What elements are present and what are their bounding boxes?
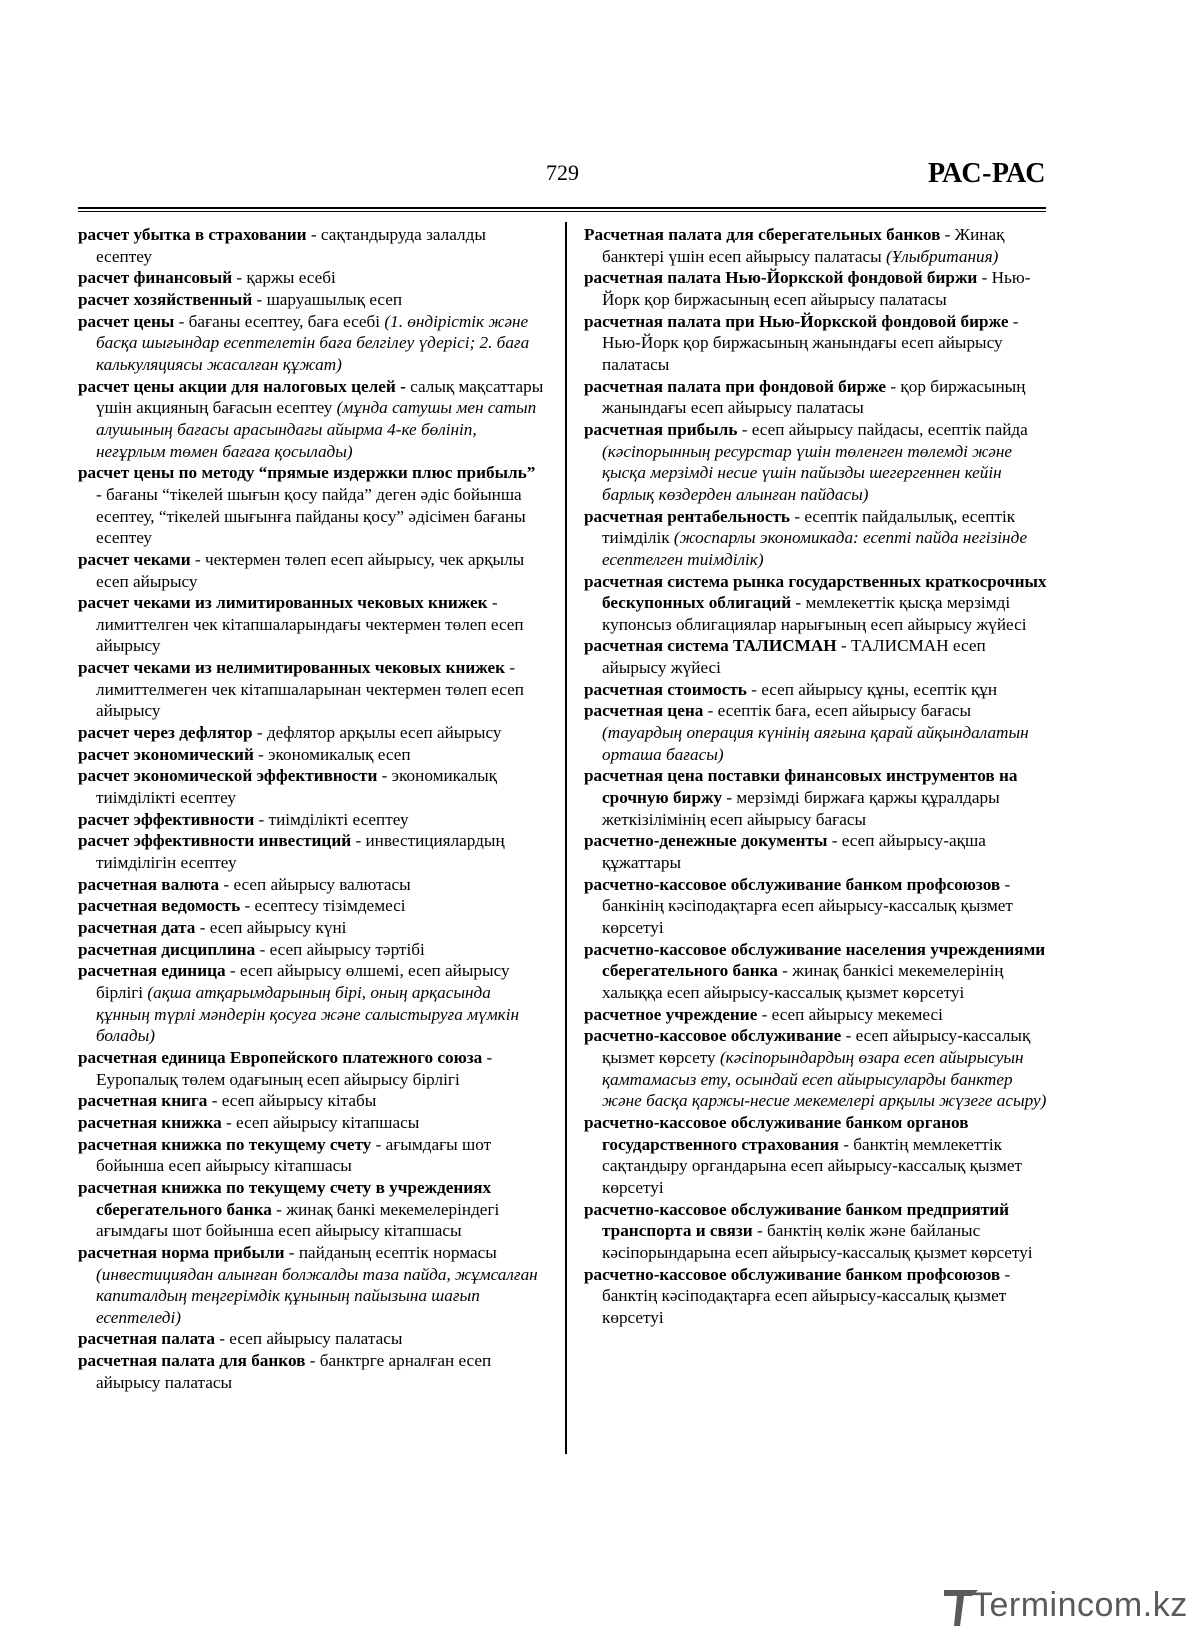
entry-headword: расчетная ведомость [78,896,241,916]
entry-headword: расчет через дефлятор [78,723,253,743]
entry-translation: - дефлятор арқылы есеп айырысу [252,723,502,743]
dictionary-entry [78,960,544,1047]
entry-translation: - Жинақ банктері үшін есеп айырысу палатасы [602,225,1005,266]
entry-translation: - Нью-Йорк қор биржасының есеп айырысу палатасы [602,268,1031,309]
entry-headword: расчетная дата [78,918,196,937]
dictionary-entry [78,289,544,311]
entry-note: (ақша атқарымдарының бірі, оның арқасында құнның түрлі мәндерін қосуға және салыстыруға мүмкін болады) [96,982,520,1046]
entry-translation: - чектермен төлеп есеп айырысу, чек арқылы есеп айырысу [96,549,525,591]
entry-translation: - шаруашылық есеп [252,289,403,309]
dictionary-entry [78,765,544,808]
entry-translation: - есеп айырысу валютасы [219,874,411,894]
dictionary-entry [78,722,544,744]
entry-headword: расчетная цена поставки финансовых инструментов на срочную биржу [584,766,1018,808]
dictionary-entry [584,874,1047,939]
dictionary-entry [78,939,544,961]
entry-headword: расчетная система рынка государственных краткосрочных бескупонных облигаций [584,571,1047,613]
entry-translation: - тиімділікті есептеу [254,809,409,829]
entry-headword: расчетная палата Нью-Йоркской фондовой биржи [584,268,978,288]
header-rule [78,207,1046,209]
entry-translation: - есеп айырысу тәртібі [255,939,425,959]
entry-headword: расчетная книжка [78,1112,222,1132]
entry-translation: - есеп айырысу пайдасы, есептік пайда [737,419,1028,439]
dictionary-entry [584,224,1047,267]
entry-translation: - банкінің кәсіподақтарға есеп айырысу-кассалық қызмет көрсетуі [602,874,1013,937]
dictionary-entry [584,635,1047,678]
entry-translation: салық мақсаттары үшін акцияның бағасын есептеу [96,376,544,418]
dictionary-entry [584,419,1047,506]
entry-translation: - лимиттелген чек кітапшаларындағы чектермен төлеп есеп айырысу [96,593,524,656]
entry-translation: - мемлекеттік қысқа мерзімді купонсыз облигациялар нарығының есеп айырысу жүйесі [602,593,1027,634]
dictionary-entry [584,765,1047,830]
entry-translation: - жинақ банкі мекемелеріндегі ағымдағы шот бойынша есеп айырысу кітапшасы [96,1199,500,1241]
entry-headword: расчет убытка в страховании [78,225,307,244]
dictionary-entry [78,376,544,463]
dictionary-entry [78,830,544,873]
entry-note: (тауардың операция күнінің аяғына қарай айқындалатын орташа бағасы) [602,723,1029,764]
entry-translation: - есеп айырысу өлшемі, есеп айырысу бірлігі [96,961,510,1002]
dictionary-entry [78,1328,544,1350]
entry-note: (жоспарлы экономикада: есепті пайда негізінде есептелген тиімділік) [602,528,1028,569]
dictionary-entry [584,939,1047,1004]
dictionary-entry [584,1025,1047,1112]
entry-headword: расчет цены по методу “прямые издержки плюс прибыль” [78,463,536,483]
right-column [584,224,1047,1328]
dictionary-entry [78,1090,544,1112]
dictionary-entry [78,1112,544,1134]
dictionary-entry [584,1112,1047,1199]
dictionary-entry [78,1350,544,1393]
entry-translation: - есеп айырысу кітабы [207,1091,377,1111]
entry-translation: - ТАЛИСМАН есеп айырысу жүйесі [602,636,986,678]
dictionary-entry [584,311,1047,376]
entry-translation: - банктің көлік және байланыс кәсіпорындарына есеп айырысу-кассалық қызмет көрсетуі [602,1221,1033,1262]
entry-headword: расчетное учреждение [584,1004,758,1024]
entry-translation: - банктің мемлекеттік сақтандыру органдарына есеп айырысу-кассалық қызмет көрсетуі [602,1134,1023,1197]
entry-translation: - Нью-Йорк қор биржасының жанындағы есеп айырысу палатасы [602,311,1019,374]
entry-translation: - есептік баға, есеп айырысу бағасы [703,701,972,721]
dictionary-entry [78,1134,544,1177]
entry-headword: расчетно-кассовое обслуживание населения учреждениями сберегательного банка [584,939,1046,981]
dictionary-entry [78,657,544,722]
entry-headword: расчетная единица [78,961,226,981]
entry-translation: - пайданың есептік нормасы [284,1242,497,1262]
entry-headword: расчетная валюта [78,874,220,894]
entry-translation: - есеп айырысу-ақша құжаттары [602,831,986,873]
entry-headword: расчет эффективности [78,809,255,829]
dictionary-entry [78,744,544,766]
entry-headword: расчет хозяйственный [78,289,253,309]
dictionary-entry [584,830,1047,873]
dictionary-entry [78,224,544,267]
entry-headword: расчетная книга [78,1091,208,1111]
entry-headword: Расчетная палата для сберегательных банков [584,225,941,244]
entry-note: (Ұлыбритания) [886,246,999,266]
dictionary-entry [584,506,1047,571]
dictionary-entry [78,1047,544,1090]
termincom-logo [942,1584,1188,1632]
dictionary-entry [78,1242,544,1329]
entry-headword: расчетная книжка по текущему счету [78,1134,372,1154]
entry-translation: - есеп айырысу құны, есептік құн [746,679,998,699]
entry-translation: - есептік пайдалылық, есептік тиімділік [602,506,1016,548]
entry-headword: расчет экономической эффективности [78,766,378,786]
entry-headword: расчет финансовый [78,268,233,288]
entry-translation: - есеп айырысу кітапшасы [221,1112,420,1132]
entry-headword: расчетная дисциплина [78,939,256,959]
entry-note: (кәсіпорындардың өзара есеп айырысуын қамтамасыз ету, осындай есеп айырысуларды банктер және басқа қаржы-несие мекемелері арқылы жүзеге асыру) [602,1047,1047,1111]
entry-headword: расчет чеками из лимитированных чековых книжек [78,593,488,613]
entry-headword: расчет экономический [78,744,254,764]
entry-note: (инвестициядан алынған болжалды таза пайда, жұмсалған капиталдың теңгерімдік құнының пайызына шағып есептеледі) [96,1264,538,1327]
entry-headword: расчетная единица Европейского платежного союза [78,1047,483,1067]
entry-headword: расчет эффективности инвестиций [78,831,352,851]
running-head: РАС-РАС [928,158,1046,189]
entry-translation: - қаржы есебі [232,268,336,288]
entry-translation: - лимиттелмеген чек кітапшаларынан чектермен төлеп есеп айырысу [96,658,524,721]
column-divider [565,222,567,1454]
entry-headword: расчетно-кассовое обслуживание [584,1026,842,1046]
dictionary-entry [584,267,1047,310]
entry-headword: расчет цены акции для налоговых целей - [78,376,406,396]
entry-translation: - сақтандыруда залалды есептеу [96,225,486,266]
entry-translation: - банктің кәсіподақтарға есеп айырысу-кассалық қызмет көрсетуі [602,1264,1011,1327]
entry-translation: - экономикалық есеп [253,744,411,764]
entry-headword: расчетная палата при Нью-Йоркской фондовой бирже [584,311,1009,331]
entry-translation: - ағымдағы шот бойынша есеп айырысу кітапшасы [96,1134,492,1176]
dictionary-entry [584,1264,1047,1329]
dictionary-entry [78,895,544,917]
dictionary-entry [584,571,1047,636]
entry-headword: расчет чеками [78,549,191,569]
dictionary-entry [78,267,544,289]
logo-wordmark: Termincom.kz [972,1586,1188,1624]
entry-note: (мұнда сатушы мен сатып алушының бағасы арасындағы айырма 4-ке бөлініп, неғұрлым төмен бағаға қосылады) [96,398,537,461]
entry-translation: - қор биржасының жанындағы есеп айырысу палатасы [602,376,1026,418]
entry-translation: - бағаны есептеу, баға есебі [174,311,385,331]
dictionary-entry [78,592,544,657]
entry-headword: расчетно-кассовое обслуживание банком предприятий транспорта и связи [584,1199,1010,1241]
entry-translation: - есеп айырысу мекемесі [757,1004,943,1024]
dictionary-entry [78,1177,544,1242]
entry-headword: расчетно-кассовое обслуживание банком профсоюзов [584,1264,1001,1284]
entry-headword: расчетная система ТАЛИСМАН [584,636,837,656]
entry-headword: расчетная прибыль [584,419,738,439]
entry-translation: - инвестициялардың тиімділігін есептеу [96,831,505,873]
page-number: 729 [546,160,579,185]
dictionary-entry [78,874,544,896]
entry-headword: расчетная палата [78,1329,215,1349]
entry-translation: - есеп айырысу күні [195,918,347,937]
entry-headword: расчетная норма прибыли [78,1242,285,1262]
entry-translation: - есептесу тізімдемесі [240,896,406,916]
entry-headword: расчетная рентабельность [584,506,791,526]
entry-headword: расчетно-денежные документы [584,831,828,851]
entry-headword: расчетная стоимость [584,679,747,699]
dictionary-entry [584,1199,1047,1264]
dictionary-entry [78,917,544,939]
left-column [78,224,544,1393]
entry-translation: - есеп айырысу-кассалық қызмет көрсету [602,1026,1031,1067]
entry-headword: расчетная палата для банков [78,1351,306,1371]
entry-headword: расчетная книжка по текущему счету в учреждениях сберегательного банка [78,1177,492,1219]
entry-translation: - экономикалық тиімділікті есептеу [96,766,498,808]
entry-translation: - есеп айырысу палатасы [214,1329,403,1349]
entry-headword: расчетно-кассовое обслуживание банком органов государственного страхования [584,1112,969,1154]
entry-translation: - банктрге арналған есеп айырысу палатасы [96,1351,492,1392]
entry-headword: расчетно-кассовое обслуживание банком профсоюзов [584,874,1001,894]
entry-headword: расчет чеками из нелимитированных чековых книжек [78,658,506,678]
dictionary-entry [78,462,544,549]
dictionary-entry [78,809,544,831]
dictionary-entry [584,1004,1047,1026]
dictionary-entry [78,549,544,592]
header-rule-thin [78,211,1046,212]
dictionary-entry [584,700,1047,765]
dictionary-entry [584,376,1047,419]
entry-note: (кәсіпорынның ресурстар үшін төленген төлемді және қысқа мерзімді несие үшін пайызды шегергеннен кейін барлық көздерден алынған пайдасы) [602,441,1013,504]
entry-note: (1. өндірістік және басқа шығындар есептелетін баға белгілеу үдерісі; 2. баға калькуляциясы жасалған құжат) [96,311,530,374]
dictionary-entry [78,311,544,376]
entry-headword: расчетная цена [584,701,704,721]
dictionary-entry [584,679,1047,701]
entry-translation: - жинақ банкісі мекемелерінің халыққа есеп айырысу-кассалық қызмет көрсетуі [602,961,1004,1002]
entry-headword: расчет цены [78,311,175,331]
entry-translation: - Еуропалық төлем одағының есеп айырысу бірлігі [96,1047,493,1089]
entry-headword: расчетная палата при фондовой бирже [584,376,887,396]
entry-translation: - бағаны “тікелей шығын қосу пайда” деген әдіс бойынша есептеу, “тікелей шығынға пайданы қосу” әдісімен бағаны есептеу [96,484,526,548]
entry-translation: - мерзімді биржаға қаржы құралдары жеткізілімінің есеп айырысу бағасы [602,788,1000,829]
